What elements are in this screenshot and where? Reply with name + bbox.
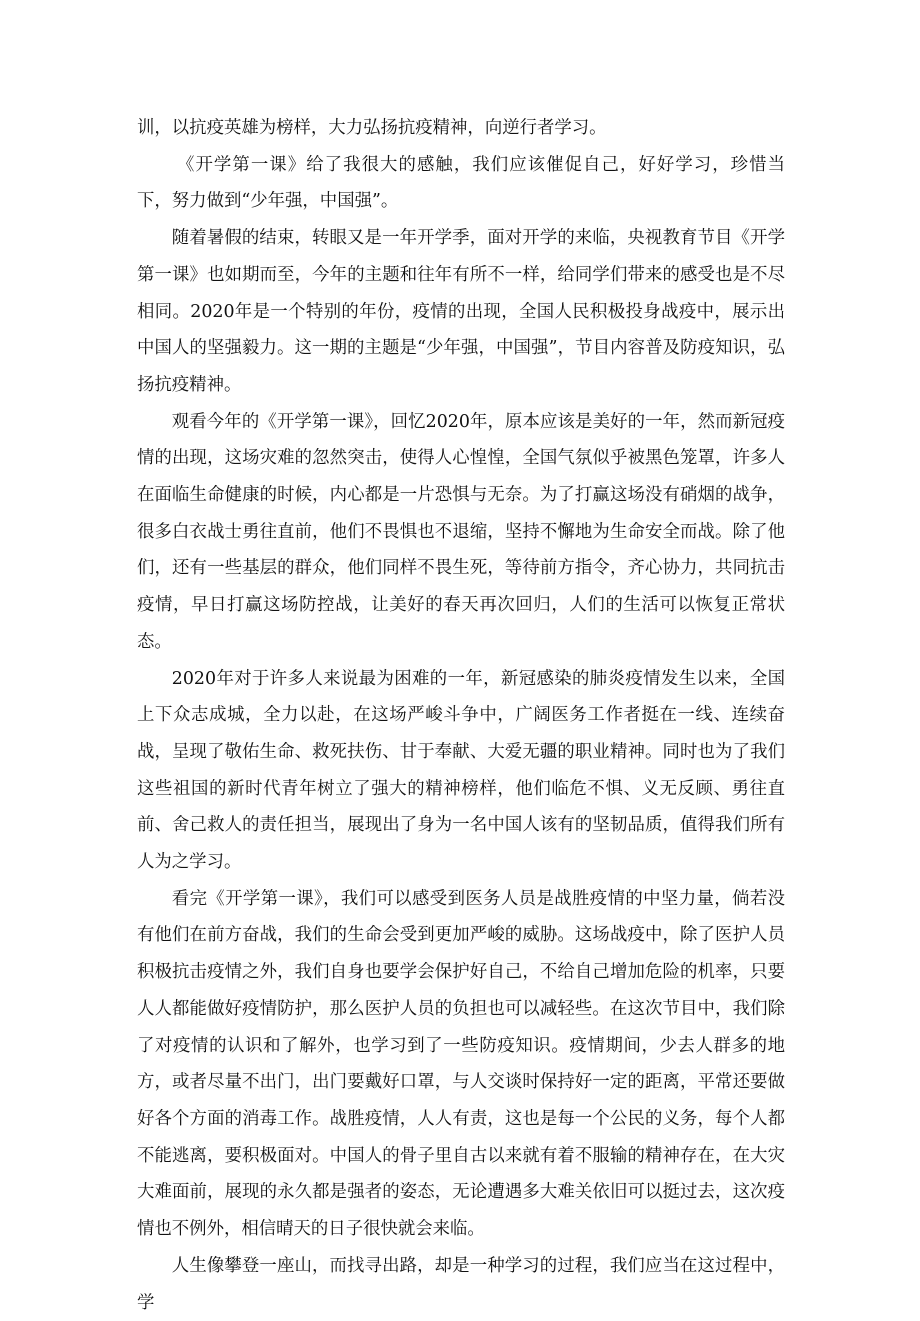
paragraph: 《开学第一课》给了我很大的感触，我们应该催促自己，好好学习，珍惜当下，努力做到“少年强，中国强”。 xyxy=(137,154,785,212)
paragraph: 2020年对于许多人来说最为困难的一年，新冠感染的肺炎疫情发生以来，全国上下众志成城，全力以赴，在这场严峻斗争中，广阔医务工作者挺在一线、连续奋战，呈现了敬佑生命、救死扶伤、甘于奉献、大爱无疆的职业精神。同时也为了我们这些祖国的新时代青年树立了强大的精神榜样，他们临危不惧、义无反顾、勇往直前、舍己救人的责任担当，展现出了身为一名中国人该有的坚韧品质，值得我们所有人为之学习。 xyxy=(137,668,785,873)
paragraph: 人生像攀登一座山，而找寻出路，却是一种学习的过程，我们应当在这过程中，学 xyxy=(137,1255,785,1313)
paragraph: 看完《开学第一课》，我们可以感受到医务人员是战胜疫情的中坚力量，倘若没有他们在前方奋战，我们的生命会受到更加严峻的威胁。这场战疫中，除了医护人员积极抗击疫情之外，我们自身也要学会保护好自己，不给自己增加危险的机率，只要人人都能做好疫情防护，那么医护人员的负担也可以减轻些。在这次节目中，我们除了对疫情的认识和了解外，也学习到了一些防疫知识。疫情期间，少去人群多的地方，或者尽量不出门，出门要戴好口罩，与人交谈时保持好一定的距离，平常还要做好各个方面的消毒工作。战胜疫情，人人有责，这也是每一个公民的义务，每个人都不能逃离，要积极面对。中国人的骨子里自古以来就有着不服输的精神存在，在大灾大难面前，展现的永久都是强者的姿态，无论遭遇多大难关依旧可以挺过去，这次疫情也不例外，相信晴天的日子很快就会来临。 xyxy=(137,888,785,1240)
paragraph-continuation: 训，以抗疫英雄为榜样，大力弘扬抗疫精神，向逆行者学习。 xyxy=(137,118,607,138)
paragraph: 随着暑假的结束，转眼又是一年开学季，面对开学的来临，央视教育节目《开学第一课》也如期而至，今年的主题和往年有所不一样，给同学们带来的感受也是不尽相同。2020年是一个特别的年份，疫情的出现，全国人民积极投身战疫中，展示出中国人的坚强毅力。这一期的主题是“少年强，中国强”，节目内容普及防疫知识，弘扬抗疫精神。 xyxy=(137,228,785,395)
paragraph: 观看今年的《开学第一课》，回忆2020年，原本应该是美好的一年，然而新冠疫情的出现，这场灾难的忽然突击，使得人心惶惶，全国气氛似乎被黑色笼罩，许多人在面临生命健康的时候，内心都是一片恐惧与无奈。为了打赢这场没有硝烟的战争，很多白衣战士勇往直前，他们不畏惧也不退缩，坚持不懈地为生命安全而战。除了他们，还有一些基层的群众，他们同样不畏生死，等待前方指令，齐心协力，共同抗击疫情，早日打赢这场防控战，让美好的春天再次回归，人们的生活可以恢复正常状态。 xyxy=(137,411,785,652)
document-body xyxy=(137,110,785,1321)
